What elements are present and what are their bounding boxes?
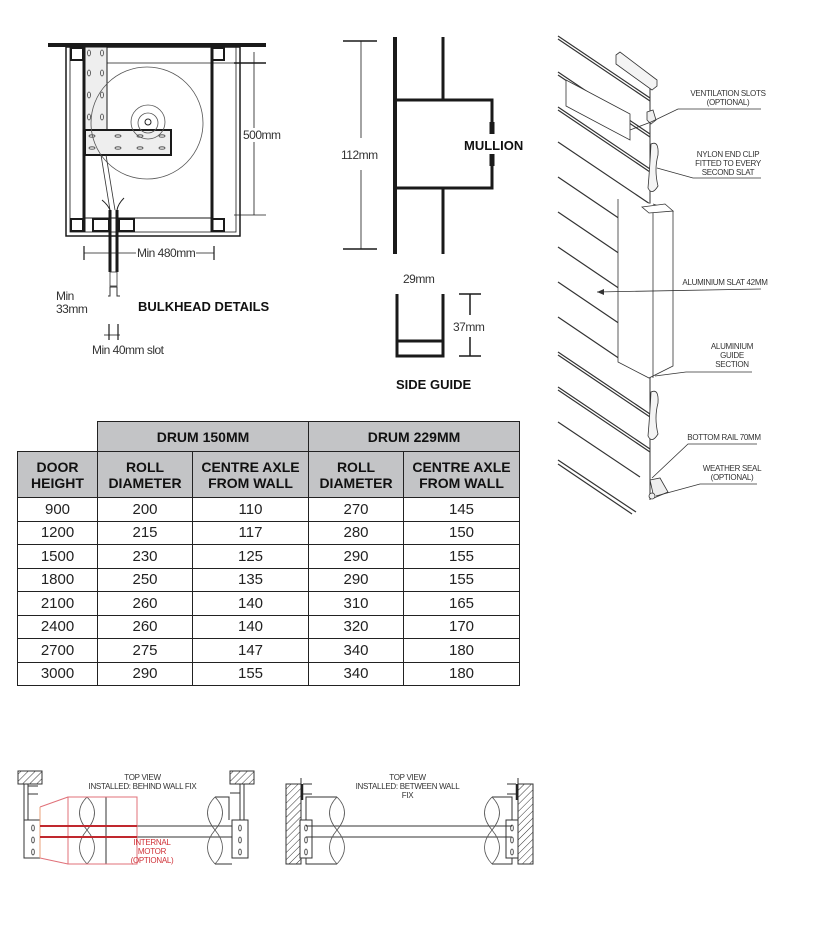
min-33mm-label: 33mm — [56, 302, 88, 316]
col-header-centre-axle-150: CENTRE AXLE FROM WALL — [193, 452, 309, 498]
table-row: 2700 275 147 340 180 — [18, 639, 520, 663]
table-row: 3000 290 155 340 180 — [18, 662, 520, 686]
col-header-roll-diameter-150: ROLL DIAMETER — [98, 452, 193, 498]
group-header-drum-229: DRUM 229MM — [309, 422, 520, 452]
side-guide-width-label: 29mm — [403, 272, 435, 286]
mullion-title: MULLION — [464, 138, 524, 153]
table-row: 900 200 110 270 145 — [18, 498, 520, 522]
callout-weather-seal: WEATHER SEAL (OPTIONAL) — [702, 464, 762, 482]
callout-nylon-end-clip: NYLON END CLIP FITTED TO EVERY SECOND SLAT — [695, 150, 761, 177]
callout-aluminium-slat: ALUMINIUM SLAT 42MM — [682, 278, 768, 287]
top-view-between-title: TOP VIEW INSTALLED: BETWEEN WALL FIX — [355, 773, 460, 800]
slot-dimension-label: Min 40mm slot — [92, 343, 164, 357]
col-header-centre-axle-229: CENTRE AXLE FROM WALL — [404, 452, 520, 498]
top-view-behind-title: TOP VIEW INSTALLED: BEHIND WALL FIX — [88, 773, 197, 791]
min-label: Min — [56, 289, 74, 303]
callout-ventilation-slots: VENTILATION SLOTS (OPTIONAL) — [690, 89, 766, 107]
side-guide-height-label: 37mm — [453, 320, 485, 334]
table-row: 1800 250 135 290 155 — [18, 568, 520, 592]
width-dimension-label: Min 480mm — [137, 246, 196, 260]
table-row: 1500 230 125 290 155 — [18, 545, 520, 569]
side-guide-title: SIDE GUIDE — [396, 377, 472, 392]
group-header-drum-150: DRUM 150MM — [98, 422, 309, 452]
mullion-height-label: 112mm — [341, 148, 378, 162]
callout-bottom-rail: BOTTOM RAIL 70MM — [687, 433, 761, 442]
table-row: 1200 215 117 280 150 — [18, 521, 520, 545]
callout-aluminium-guide-section: ALUMINIUM GUIDE SECTION — [710, 342, 754, 369]
height-dimension-label: 500mm — [243, 128, 281, 142]
table-row: 2100 260 140 310 165 — [18, 592, 520, 616]
col-header-roll-diameter-229: ROLL DIAMETER — [309, 452, 404, 498]
internal-motor-label: INTERNAL MOTOR (OPTIONAL) — [130, 838, 174, 865]
col-header-door-height: DOOR HEIGHT — [18, 452, 98, 498]
table-row: 2400 260 140 320 170 — [18, 615, 520, 639]
bulkhead-title: BULKHEAD DETAILS — [138, 299, 270, 314]
